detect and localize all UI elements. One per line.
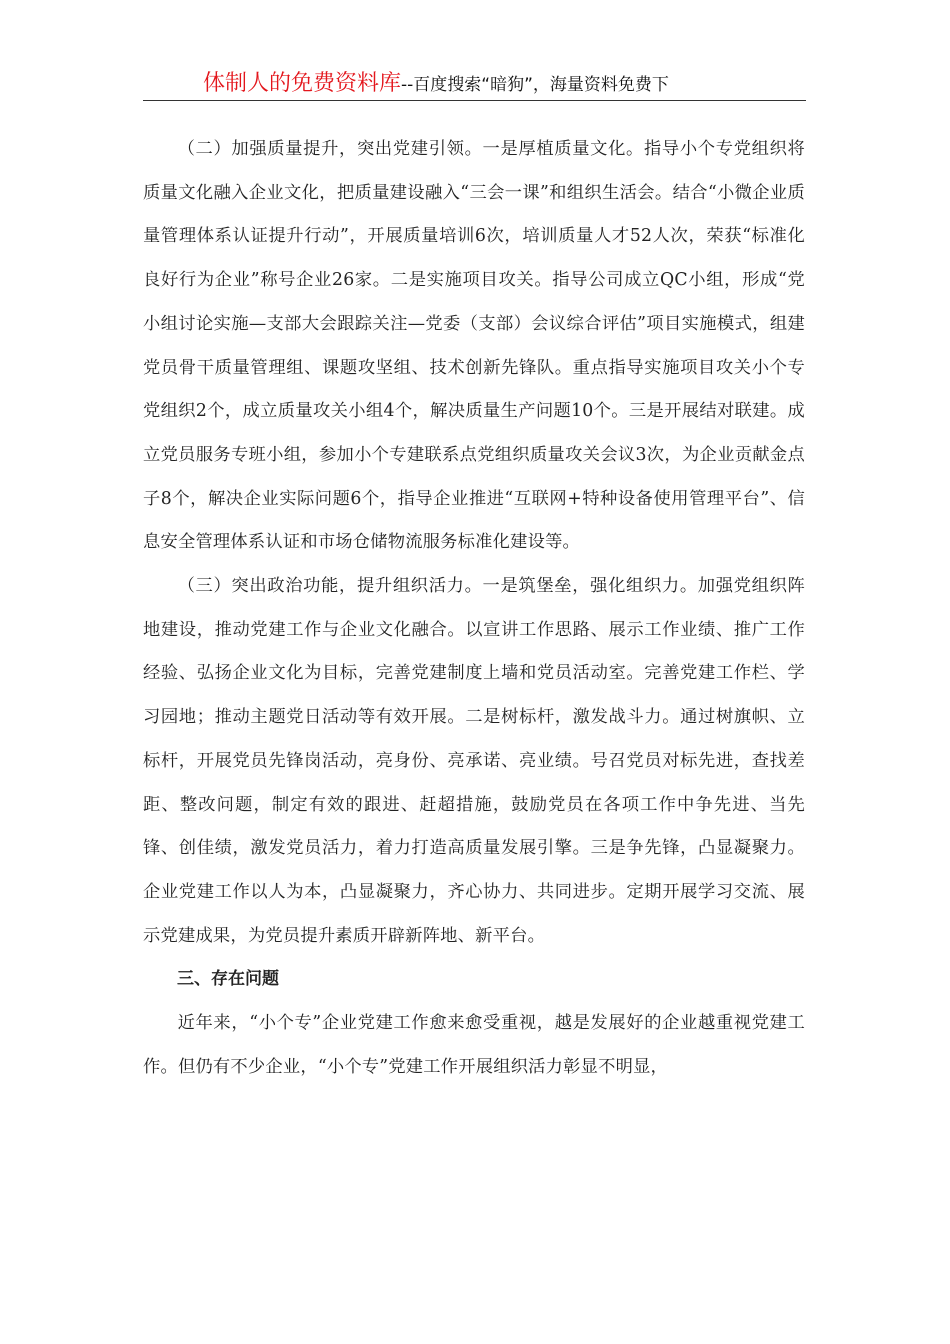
paragraph-quality-improvement: （二）加强质量提升，突出党建引领。一是厚植质量文化。指导小个专党组织将质量文化融入企业文化，把质量建设融入“三会一课”和组织生活会。结合“小微企业质量管理体系认证提升行动”，开展质量培训6次，培训质量人才52人次，荣获“标准化良好行为企业”称号企业26家。二是实施项目攻关。指导公司成立QC小组，形成“党小组讨论实施—支部大会跟踪关注—党委（支部）会议综合评估”项目实施模式，组建党员骨干质量管理组、课题攻坚组、技术创新先锋队。重点指导实施项目攻关小个专党组织2个，成立质量攻关小组4个，解决质量生产问题10个。三是开展结对联建。成立党员服务专班小组，参加小个专建联系点党组织质量攻关会议3次，为企业贡献金点子8个，解决企业实际问题6个，指导企业推进“互联网+特种设备使用管理平台”、信息安全管理体系认证和市场仓储物流服务标准化建设等。 (143, 139, 805, 553)
section-heading-problems: 三、存在问题 (177, 969, 279, 990)
header-search-hint: --百度搜索“暗狗”，海量资料免费下 (401, 75, 669, 95)
document-body (143, 128, 805, 1089)
paragraph-problems: 近年来，“小个专”企业党建工作愈来愈受重视，越是发展好的企业越重视党建工作。但仍有不少企业，“小个专”党建工作开展组织活力彰显不明显， (143, 1013, 805, 1077)
page-header (143, 68, 806, 101)
paragraph-political-function: （三）突出政治功能，提升组织活力。一是筑堡垒，强化组织力。加强党组织阵地建设，推动党建工作与企业文化融合。以宣讲工作思路、展示工作业绩、推广工作经验、弘扬企业文化为目标，完善党建制度上墙和党员活动室。完善党建工作栏、学习园地；推动主题党日活动等有效开展。二是树标杆，激发战斗力。通过树旗帜、立标杆，开展党员先锋岗活动，亮身份、亮承诺、亮业绩。号召党员对标先进，查找差距、整改问题，制定有效的跟进、赶超措施，鼓励党员在各项工作中争先进、当先锋、创佳绩，激发党员活力，着力打造高质量发展引擎。三是争先锋，凸显凝聚力。企业党建工作以人为本，凸显凝聚力，齐心协力、共同进步。定期开展学习交流、展示党建成果，为党员提升素质开辟新阵地、新平台。 (143, 576, 805, 946)
header-brand-text: 体制人的免费资料库 (203, 71, 402, 96)
